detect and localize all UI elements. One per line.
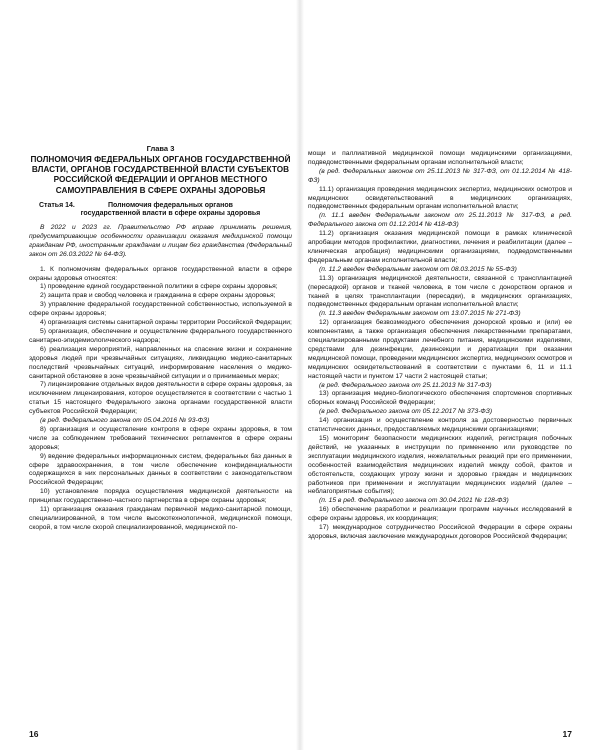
article-paragraph: 7) лицензирование отдельных видов деятельности в сфере охраны здоровья, за исключением лицензирования, которое осуществляется в соответствии с частью 1 статьи 15 настоящего Федерального закона органами государственной власти субъектов Российской Федерации; — [29, 381, 292, 416]
right-page-body — [308, 150, 572, 542]
article-paragraph: 1) проведение единой государственной политики в сфере охраны здоровья; — [40, 283, 278, 291]
article-paragraph: 11.1) организация проведения медицинских экспертиз, медицинских осмотров и медицинских освидетельствований в медицинских организациях, подведомственных федеральным органам исполнительной власти; — [308, 185, 572, 211]
article-paragraph: 11.2) организация оказания медицинской помощи в рамках клинической апробации методов профилактики, диагностики, лечения и реабилитации (далее – клиническая апробация) медицинскими организациями, подведомственными федеральным органам исполнительной власти; — [308, 230, 572, 264]
amendment-note: (п. 11.3 введен Федеральным законом от 13.07.2015 № 271-ФЗ) — [319, 310, 521, 318]
right-page — [300, 0, 600, 750]
article-paragraph: 2) защита прав и свобод человека и гражданина в сфере охраны здоровья; — [40, 292, 276, 300]
article-paragraph: 3) управление федеральной государственной собственностью, используемой в сфере охраны здоровья; — [29, 301, 292, 318]
article-paragraph: 16) обеспечение разработки и реализации программ научных исследований в сфере охраны здоровья, их координация; — [308, 506, 572, 523]
article-title: Полномочия федеральных органов государственной власти в сфере охраны здоровья — [80, 201, 261, 218]
page-number-left: 16 — [29, 729, 39, 739]
article-paragraph: 12) организация безвозмездного обеспечения донорской кровью и (или) ее компонентами, а также организация обеспечения лекарственными препаратами, специализированными продуктами лечебного питания, медицинскими изделиями, средствами для дезинфекции, дезинсекции и дератизации при оказании медицинской помощи, проведении медицинских экспертиз, медицинских осмотров и медицинских освидетельствований в соответствии с пунктами 6, 11 и 11.1 настоящей части и пунктом 17 части 2 настоящей статьи; — [308, 319, 572, 380]
amendment-note: (в ред. Федерального закона от 25.11.2013 № 317-ФЗ) — [319, 381, 492, 389]
article-paragraph: 10) установление порядка осуществления медицинской деятельности на принципах государственно-частного партнерства в сфере охраны здоровья; — [29, 488, 292, 505]
chapter-number: Глава 3 — [146, 144, 175, 153]
article-paragraph: 5) организация, обеспечение и осуществление федерального государственного санитарно-эпидемиологического надзора; — [29, 327, 292, 344]
article-paragraph: 11) организация оказания гражданам первичной медико-санитарной помощи, специализированной, в том числе высокотехнологичной, медицинской помощи, скорой, в том числе скорой специализированной, медицинской по- — [29, 506, 292, 531]
amendment-note: (п. 11.1 введен Федеральным законом от 25.11.2013 № 317-ФЗ, в ред. Федерального закона от 01.12.2014 № 418-ФЗ) — [308, 212, 572, 229]
chapter-title: ПОЛНОМОЧИЯ ФЕДЕРАЛЬНЫХ ОРГАНОВ ГОСУДАРСТВЕННОЙ ВЛАСТИ, ОРГАНОВ ГОСУДАРСТВЕННОЙ ВЛАСТИ СУБЪЕКТОВ РОССИЙСКОЙ ФЕДЕРАЦИИ И ОРГАНОВ МЕСТНОГО САМОУПРАВЛЕНИЯ В СФЕРЕ ОХРАНЫ ЗДОРОВЬЯ — [30, 155, 291, 195]
amendment-note: (в ред. Федерального закона от 05.12.2017 № 373-ФЗ) — [319, 408, 493, 416]
chapter-heading — [29, 144, 292, 196]
article-paragraph: 8) организация и осуществление контроля в сфере охраны здоровья, в том числе за соблюдением требований технических регламентов в сфере охраны здоровья; — [29, 425, 292, 451]
article-paragraph: 4) организация системы санитарной охраны территории Российской Федерации; — [40, 319, 292, 327]
article-paragraph: 9) ведение федеральных информационных систем, федеральных баз данных в сфере здравоохранения, в том числе обеспечение конфиденциальности содержащихся в них персональных данных в соответствии с законодательством Российской Федерации; — [29, 452, 292, 487]
page-number-right: 17 — [562, 729, 572, 739]
left-page-body — [29, 266, 292, 533]
paragraph-continuation: мощи и паллиативной медицинской помощи медицинскими организациями, подведомственными федеральным органам исполнительной власти; — [308, 150, 572, 166]
amendment-note: (в ред. Федеральных законов от 25.11.2013 № 317-ФЗ, от 01.12.2014 № 418-ФЗ) — [308, 167, 572, 184]
article-paragraph: 15) мониторинг безопасности медицинских изделий, регистрация побочных действий, не указанных в инструкции по применению или руководстве по эксплуатации медицинского изделия, нежелательных реакций при его применении, особенностей взаимодействия медицинских изделий между собой, фактов и обстоятельств, создающих угрозу жизни и здоровью граждан и медицинских работников при применении и эксплуатации медицинских изделий (далее – неблагоприятные события); — [308, 435, 572, 496]
article-paragraph: 1. К полномочиям федеральных органов государственной власти в сфере охраны здоровья относятся: — [29, 265, 292, 282]
article-paragraph: 17) международное сотрудничество Российской Федерации в сфере охраны здоровья, включая заключение международных договоров Российской Федерации; — [308, 524, 572, 540]
article-paragraph: 11.3) организация медицинской деятельности, связанной с трансплантацией (пересадкой) органов и тканей человека, в том числе с донорством органов и тканей в целях трансплантации (пересадки), в медицинских организациях, подведомственных федеральным органам исполнительной власти; — [308, 274, 572, 309]
article-label: Статья 14. — [39, 201, 75, 209]
article-paragraph: 13) организация медико-биологического обеспечения спортсменов спортивных сборных команд Российской Федерации; — [308, 390, 572, 407]
article-preamble-note: В 2022 и 2023 гг. Правительство РФ вправе принимать решения, предусматривающие особенности организации оказания медицинской помощи гражданам РФ, иностранным гражданам и лицам без гражданства (Федеральный закон от 26.03.2022 № 64-ФЗ). — [29, 224, 292, 258]
article-paragraph: 6) реализация мероприятий, направленных на спасение жизни и сохранение здоровья людей при чрезвычайных ситуациях, ликвидацию медико-санитарных последствий чрезвычайных ситуаций, информирование населения о медико-санитарной обстановке в зоне чрезвычайной ситуации и о принимаемых мерах; — [29, 345, 292, 380]
amendment-note: (п. 11.2 введен Федеральным законом от 08.03.2015 № 55-ФЗ) — [319, 265, 517, 273]
amendment-note: (п. 15 в ред. Федерального закона от 30.04.2021 № 128-ФЗ) — [319, 497, 509, 505]
article-paragraph: 14) организация и осуществление контроля за достоверностью первичных статистических данных, предоставляемых медицинскими организациями; — [308, 417, 572, 434]
amendment-note: (в ред. Федерального закона от 05.04.2016 № 93-ФЗ) — [40, 417, 210, 425]
article-heading — [29, 202, 292, 219]
